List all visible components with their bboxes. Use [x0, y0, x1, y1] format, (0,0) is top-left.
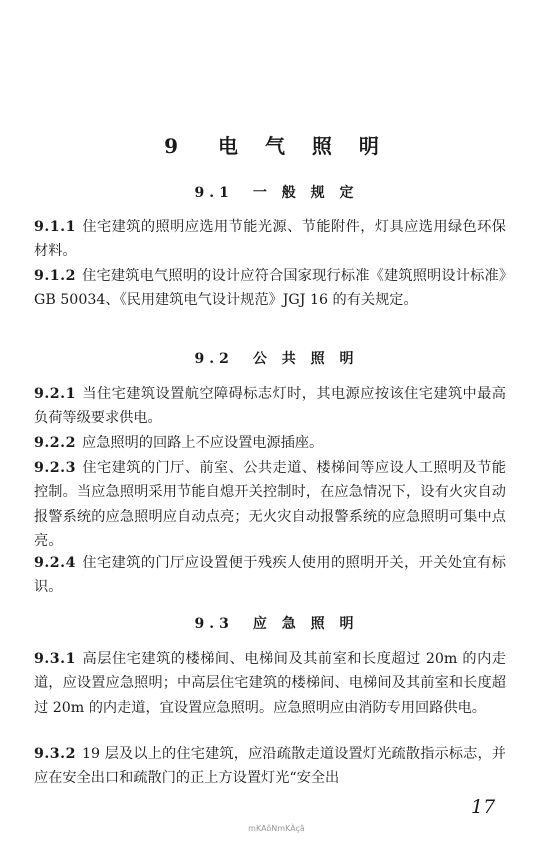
clause-number: 9.2.1 [34, 386, 76, 402]
clause-9-2-2 [34, 431, 506, 455]
footer-watermark: mKAôNmKÀçâ [248, 824, 305, 833]
clause-number: 9.2.2 [34, 435, 76, 451]
clause-number: 9.3.2 [34, 746, 76, 762]
clause-text: 住宅建筑的照明应选用节能光源、节能附件，灯具应选用绿色环保材料。 [34, 219, 506, 260]
chapter-title: 9 电 气 照 明 [164, 134, 389, 158]
clause-text: 应急照明的回路上不应设置电源插座。 [82, 435, 324, 451]
clause-9-1-1 [34, 215, 506, 264]
clause-text: 当住宅建筑设置航空障碍标志灯时，其电源应按该住宅建筑中最高负荷等级要求供电。 [34, 386, 506, 427]
clause-text: 住宅建筑电气照明的设计应符合国家现行标准《建筑照明设计标准》GB 50034、《民用建筑电气设计规范》JGJ 16 的有关规定。 [34, 268, 506, 309]
clause-number: 9.1.1 [34, 219, 76, 235]
section-title-9-3: 9.3 应 急 照 明 [194, 616, 359, 632]
page-number: 17 [471, 796, 496, 818]
clause-number: 9.1.2 [34, 268, 76, 284]
clause-9-2-1 [34, 382, 506, 431]
section-title-9-1: 9.1 一 般 规 定 [194, 185, 359, 201]
clause-9-3-2 [34, 742, 506, 791]
clause-number: 9.2.4 [34, 555, 76, 571]
clause-text: 住宅建筑的门厅应设置便于残疾人使用的照明开关，开关处宜有标识。 [34, 555, 506, 596]
clause-number: 9.2.3 [34, 460, 76, 476]
clause-text: 19 层及以上的住宅建筑，应沿疏散走道设置灯光疏散指示标志，并应在安全出口和疏散门的正上方设置灯光“安全出 [34, 746, 506, 787]
clause-text: 住宅建筑的门厅、前室、公共走道、楼梯间等应设人工照明及节能控制。当应急照明采用节能自熄开关控制时，在应急情况下，设有火灾自动报警系统的应急照明应自动点亮；无火灾自动报警系统的应急照明可集中点亮。 [34, 460, 506, 550]
clause-9-2-3 [34, 456, 506, 554]
clause-text: 高层住宅建筑的楼梯间、电梯间及其前室和长度超过 20m 的内走道，应设置应急照明；中高层住宅建筑的楼梯间、电梯间及其前室和长度超过 20m 的内走道，宜设置应急照明。应急照明应由消防专用回路供电。 [34, 651, 506, 716]
clause-9-1-2 [34, 264, 506, 313]
clause-number: 9.3.1 [34, 651, 76, 667]
clause-9-2-4 [34, 551, 506, 600]
clause-9-3-1 [34, 647, 506, 720]
section-title-9-2: 9.2 公 共 照 明 [194, 351, 359, 367]
